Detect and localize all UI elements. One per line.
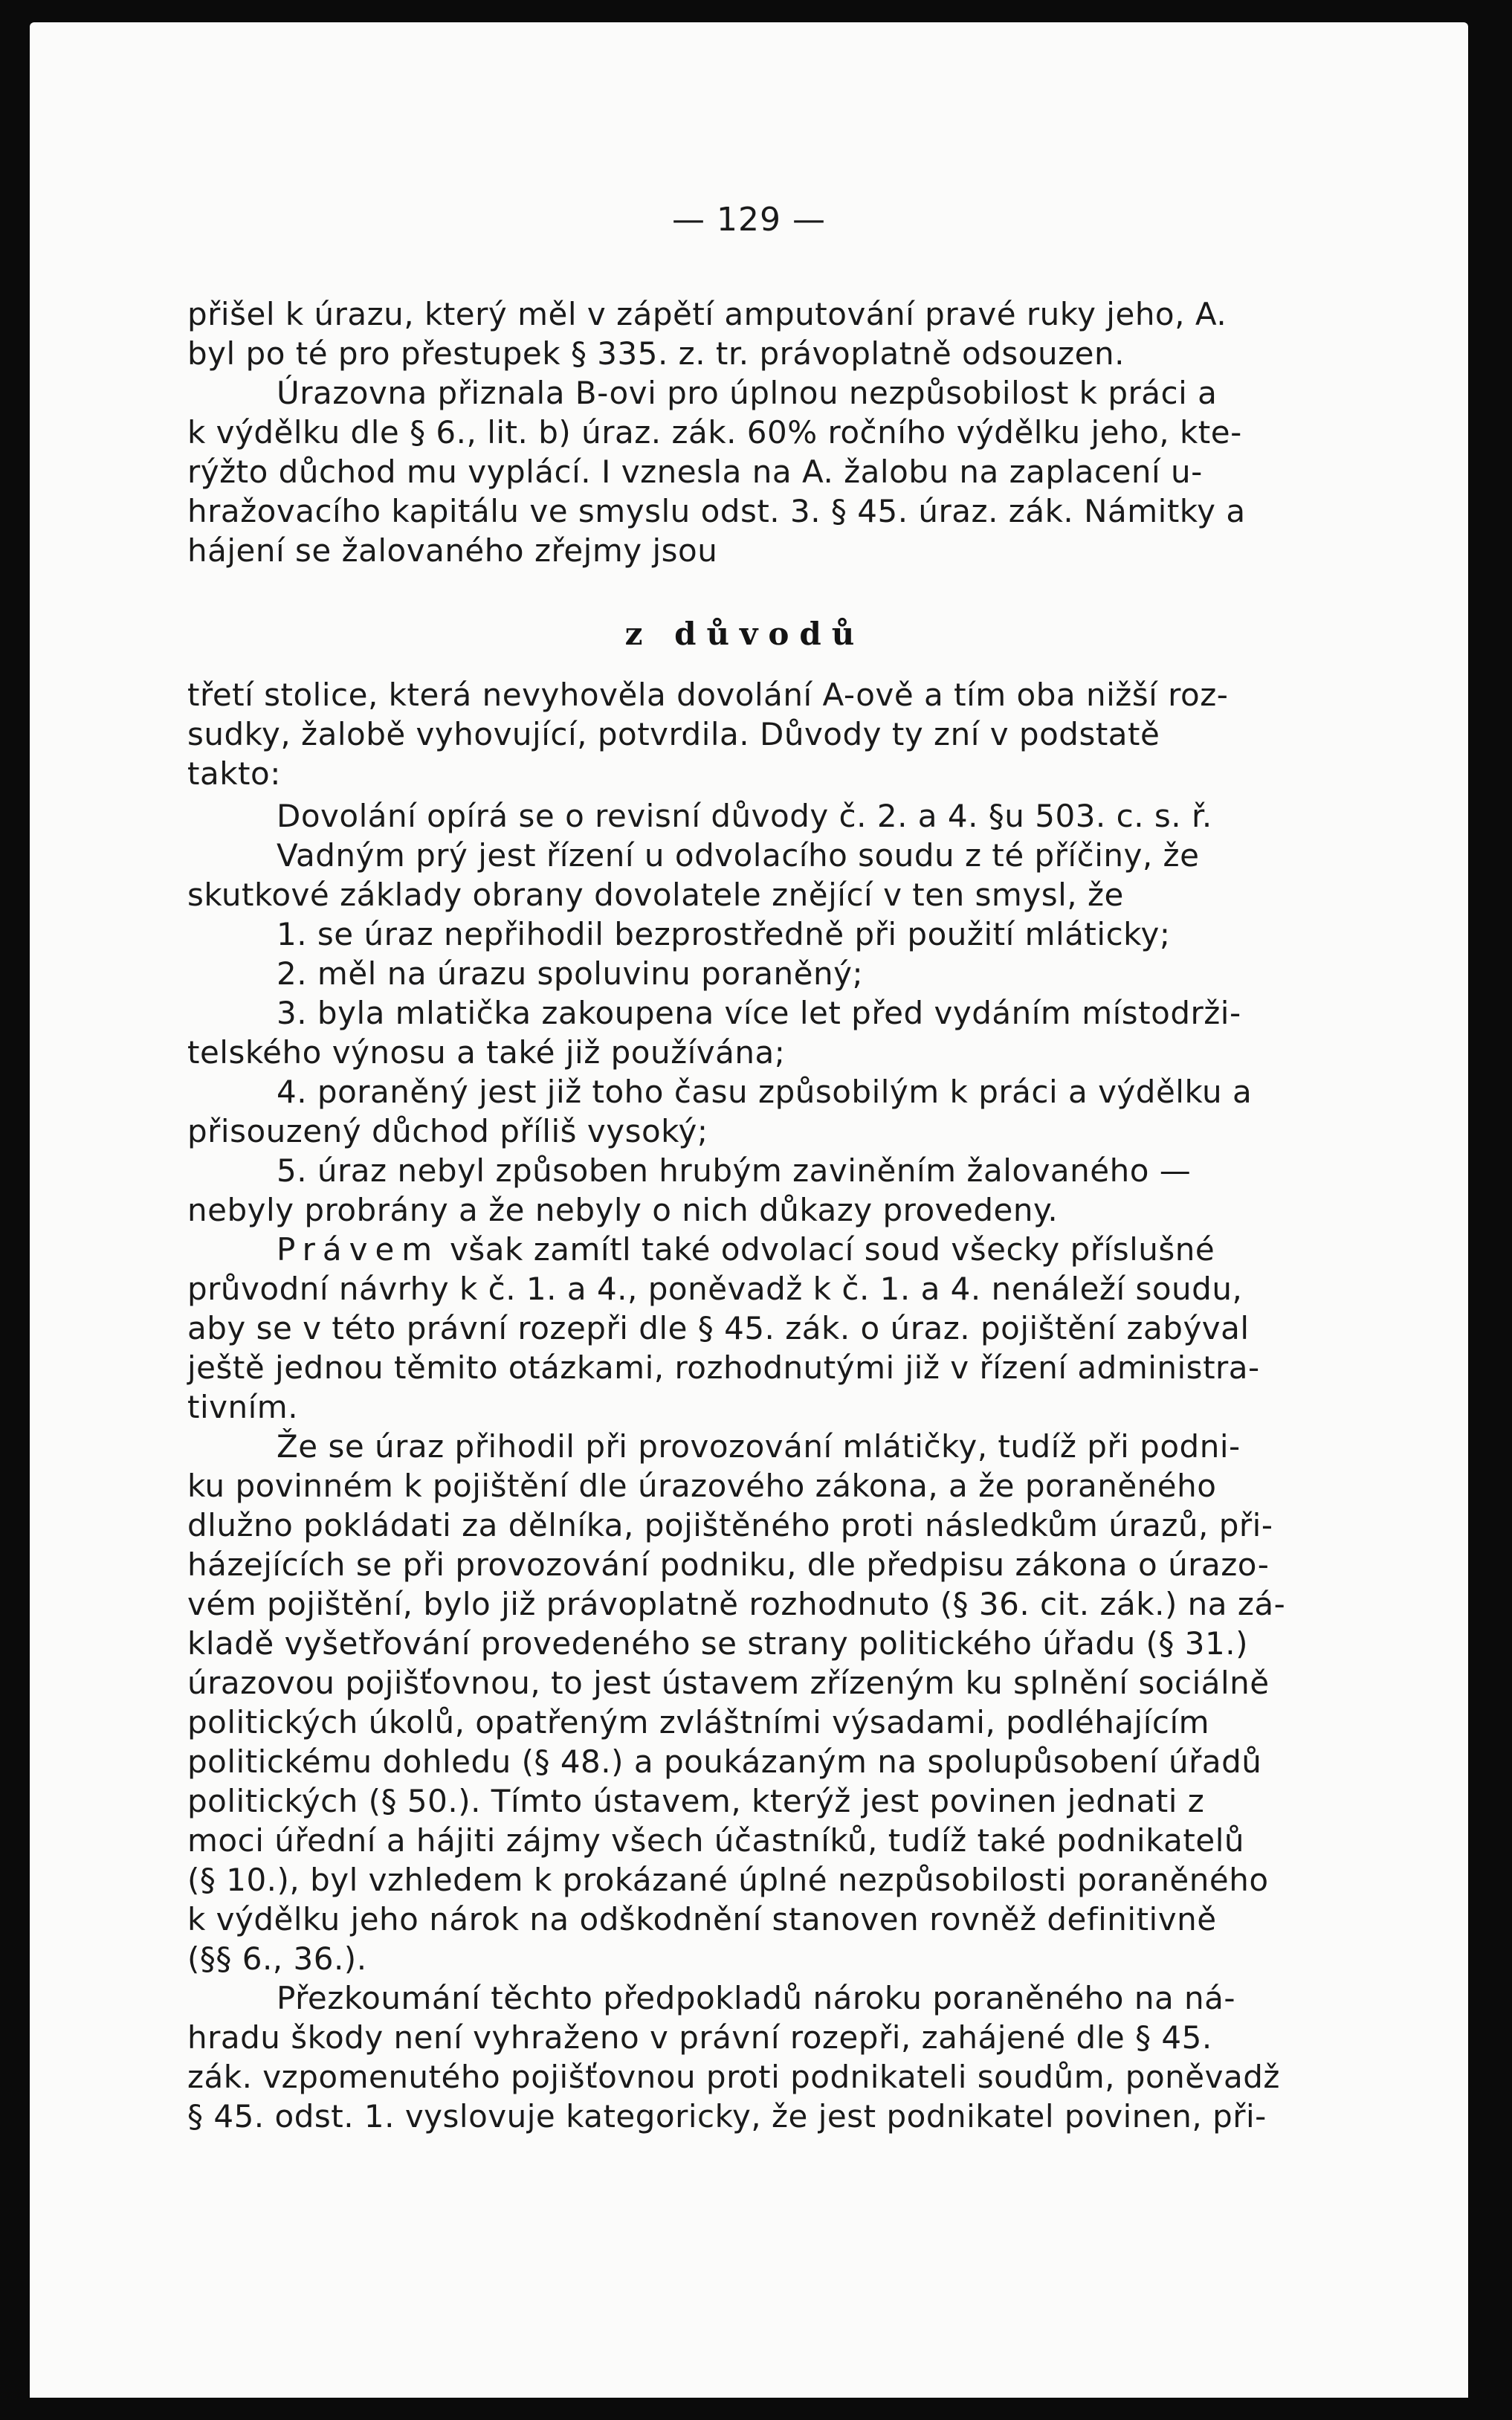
list-item: 2. měl na úrazu spoluvinu poraněný; (277, 955, 864, 992)
text-fragment: však zamítl také odvolací soud všecky příslušné (439, 1231, 1215, 1268)
text-line: hražovacího kapitálu ve smyslu odst. 3. § 45. úraz. zák. Námitky a (187, 493, 1246, 529)
text-line: telského výnosu a také již používána; (187, 1034, 786, 1071)
text-line: Přezkoumání těchto předpokladů nároku poraněného na ná- (277, 1980, 1236, 2016)
text-line: ještě jednou těmito otázkami, rozhodnutými již v řízení administra- (187, 1349, 1260, 1386)
text-line: házejících se při provozování podniku, dle předpisu zákona o úrazo- (187, 1546, 1270, 1583)
text-line: dlužno pokládati za dělníka, pojištěného proti následkům úrazů, při- (187, 1507, 1273, 1543)
text-line: politických (§ 50.). Tímto ústavem, kterýž jest povinen jednati z (187, 1783, 1205, 1819)
text-line: hájení se žalovaného zřejmy jsou (187, 532, 718, 569)
text-line: třetí stolice, která nevyhověla dovolání A-ově a tím oba nižší roz- (187, 677, 1229, 713)
text-line: k výdělku dle § 6., lit. b) úraz. zák. 60% ročního výdělku jeho, kte- (187, 414, 1242, 451)
list-item: 4. poraněný jest již toho času způsobilým k práci a výdělku a (277, 1074, 1253, 1110)
text-line (277, 1231, 1215, 1273)
document-page (30, 22, 1468, 2398)
text-line: Vadným prý jest řízení u odvolacího soudu z té příčiny, že (277, 837, 1200, 874)
text-line: ku povinném k pojištění dle úrazového zákona, a že poraněného (187, 1468, 1217, 1504)
text-line: aby se v této právní rozepři dle § 45. zák. o úraz. pojištění zabýval (187, 1310, 1250, 1346)
text-line: přisouzený důchod příliš vysoký; (187, 1113, 708, 1149)
text-line: rýžto důchod mu vyplácí. I vznesla na A. žalobu na zaplacení u- (187, 454, 1203, 490)
text-line: (§ 10.), byl vzhledem k prokázané úplné nezpůsobilosti poraněného (187, 1862, 1269, 1898)
text-line: skutkové základy obrany dovolatele znějící v ten smysl, že (187, 877, 1124, 913)
text-line: Úrazovna přiznala B-ovi pro úplnou nezpůsobilost k práci a (277, 375, 1218, 411)
list-item: 5. úraz nebyl způsoben hrubým zaviněním žalovaného — (277, 1152, 1192, 1189)
text-line: tivním. (187, 1389, 299, 1425)
text-line: (§§ 6., 36.). (187, 1940, 367, 1977)
text-line: vém pojištění, bylo již právoplatně rozhodnuto (§ 36. cit. zák.) na zá- (187, 1586, 1286, 1622)
text-line: Že se úraz přihodil při provozování mlátičky, tudíž při podni- (277, 1428, 1241, 1465)
text-line: nebyly probrány a že nebyly o nich důkazy provedeny. (187, 1192, 1059, 1228)
list-item: 3. byla mlatička zakoupena více let před vydáním místodrži- (277, 995, 1241, 1031)
emphasis-word: Právem (277, 1231, 440, 1268)
page-number: — 129 — (672, 201, 826, 239)
text-line: politickému dohledu (§ 48.) a poukázaným na spolupůsobení úřadů (187, 1743, 1262, 1780)
text-line: zák. vzpomenutého pojišťovnou proti podnikateli soudům, poněvadž (187, 2059, 1280, 2095)
text-line: k výdělku jeho nárok na odškodnění stanoven rovněž definitivně (187, 1901, 1217, 1937)
text-line: průvodní návrhy k č. 1. a 4., poněvadž k č. 1. a 4. nenáleží soudu, (187, 1271, 1243, 1307)
text-line: moci úřední a hájiti zájmy všech účastníků, tudíž také podnikatelů (187, 1822, 1244, 1859)
text-line: kladě vyšetřování provedeného se strany politického úřadu (§ 31.) (187, 1625, 1248, 1662)
text-line: byl po té pro přestupek § 335. z. tr. právoplatně odsouzen. (187, 335, 1125, 372)
section-heading: z důvodů (624, 616, 865, 652)
text-line: úrazovou pojišťovnou, to jest ústavem zřízeným ku splnění sociálně (187, 1665, 1270, 1701)
text-line: hradu škody není vyhraženo v právní rozepři, zahájené dle § 45. (187, 2019, 1212, 2056)
text-line: přišel k úrazu, který měl v zápětí amputování pravé ruky jeho, A. (187, 296, 1227, 332)
list-item: 1. se úraz nepřihodil bezprostředně při použití mláticky; (277, 916, 1171, 952)
text-line: takto: (187, 755, 281, 792)
text-line: Dovolání opírá se o revisní důvody č. 2. a 4. §u 503. c. s. ř. (277, 798, 1212, 834)
text-line: sudky, žalobě vyhovující, potvrdila. Důvody ty zní v podstatě (187, 716, 1160, 752)
text-line: politických úkolů, opatřeným zvláštními výsadami, podléhajícím (187, 1704, 1210, 1740)
text-line: § 45. odst. 1. vyslovuje kategoricky, že jest podnikatel povinen, při- (187, 2098, 1267, 2135)
